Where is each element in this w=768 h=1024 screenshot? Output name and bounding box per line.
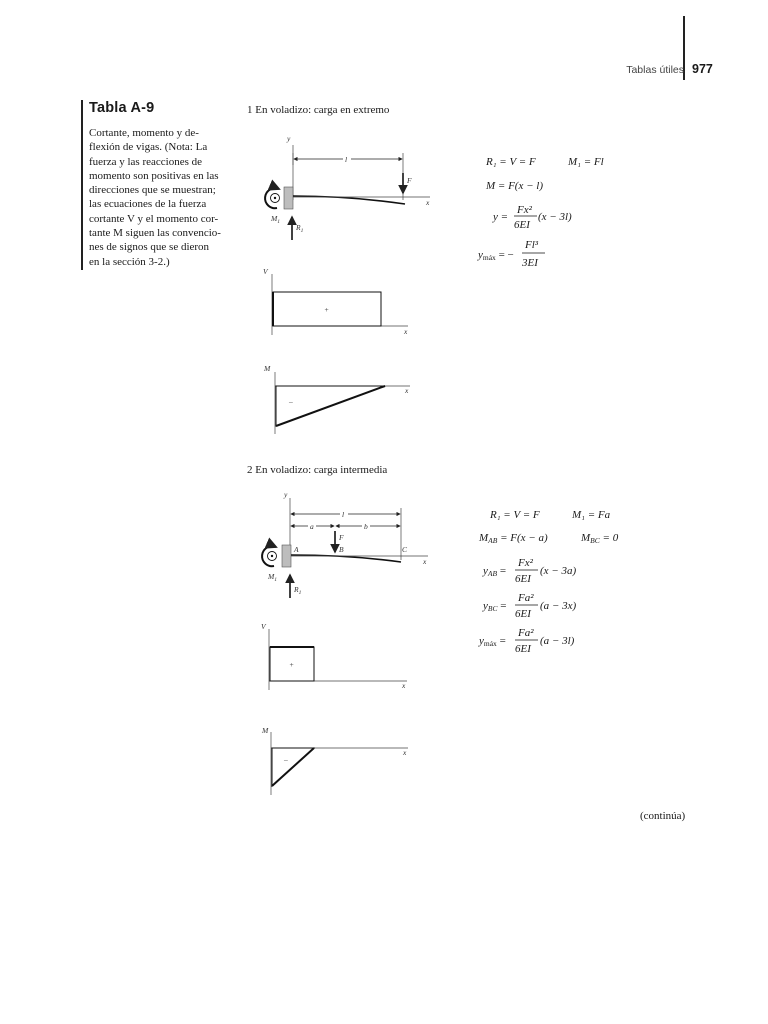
equation-mab: MAB = F(x − a) xyxy=(479,532,548,545)
reaction-label: $R_1$ xyxy=(296,223,304,234)
equation-r1: R₁ = V = F xyxy=(486,156,536,168)
shear-diagram-2 xyxy=(261,622,407,690)
beam-diagram-2 xyxy=(262,490,428,598)
section-2-title: 2 En voladizo: carga intermedia xyxy=(247,464,388,476)
equation-y-den: 6EI xyxy=(514,219,530,231)
minus-sign: – xyxy=(284,755,288,764)
caption-line: en la sección 3-2.) xyxy=(89,255,170,268)
caption-line: direcciones que se muestran; xyxy=(89,184,216,197)
equation-m1: M₁ = Fa xyxy=(572,509,611,521)
force-label: F xyxy=(339,533,344,542)
length-label: l xyxy=(342,510,345,519)
reaction-label: $R_1$ xyxy=(294,585,302,596)
equation-yab-den: 6EI xyxy=(515,573,531,585)
equation-ybc-den: 6EI xyxy=(515,608,531,620)
x-axis-label: x xyxy=(423,557,427,566)
beam-diagram-1 xyxy=(265,134,430,240)
caption-line: momento son positivas en las xyxy=(89,169,219,182)
equation-ymax-lhs: ymáx = xyxy=(479,635,506,648)
equation-yab-lhs: yAB = xyxy=(483,565,507,578)
caption-line: nes de signos que se dieron xyxy=(89,241,210,254)
equation-ymax-den: 3EI xyxy=(522,257,538,269)
equation-ymax-den: 6EI xyxy=(515,643,531,655)
continued-note: (continúa) xyxy=(640,810,686,822)
moment-diagram-1 xyxy=(263,364,410,434)
equation-yab-num: Fx² xyxy=(518,557,533,569)
shear-diagram-1 xyxy=(263,267,408,336)
shear-axis-label: V xyxy=(261,622,266,631)
moment-arrow xyxy=(262,546,276,566)
equation-y-lhs: y = xyxy=(493,211,509,223)
caption-line: flexión de vigas. (Nota: La xyxy=(89,141,208,154)
point-b-label: B xyxy=(339,545,344,554)
plus-sign: + xyxy=(324,305,330,314)
shear-axis-label: V xyxy=(263,267,268,276)
equation-ybc-rest: (a − 3x) xyxy=(540,600,577,612)
section-1-title: 1 En voladizo: carga en extremo xyxy=(247,104,390,116)
equation-ymax-num: Fa² xyxy=(518,627,534,639)
caption-line: cortante V y el momento cor- xyxy=(89,212,219,225)
equation-y-num: Fx² xyxy=(517,204,532,216)
wall-support xyxy=(282,545,291,567)
equation-mbc: MBC = 0 xyxy=(581,532,619,545)
plus-sign: + xyxy=(289,660,295,669)
equation-yab-rest: (x − 3a) xyxy=(540,565,577,577)
force-label: F xyxy=(407,176,412,185)
x-axis-label: x xyxy=(402,681,406,690)
y-axis-label: y xyxy=(287,134,291,143)
caption-line: tante M siguen las convencio- xyxy=(89,227,221,240)
running-head: Tablas útiles xyxy=(626,64,684,76)
wall-support xyxy=(284,187,293,209)
x-axis-label: x xyxy=(426,198,430,207)
point-a-label: A xyxy=(294,545,299,554)
moment-axis-label: M xyxy=(262,726,269,735)
equation-ymax-rest: (a − 3l) xyxy=(540,635,575,647)
minus-sign: – xyxy=(289,397,293,406)
point-c-label: C xyxy=(402,545,408,554)
equation-r1: R₁ = V = F xyxy=(490,509,540,521)
equation-ybc-lhs: yBC = xyxy=(483,600,507,613)
equation-m1: M₁ = Fl xyxy=(568,156,604,168)
caption-line: Cortante, momento y de- xyxy=(89,127,199,139)
b-label: b xyxy=(364,522,368,531)
length-label: l xyxy=(345,155,348,164)
moment-axis-label: M xyxy=(264,364,271,373)
caption-line: las ecuaciones de la fuerza xyxy=(89,198,207,211)
equation-ymax-num: Fl³ xyxy=(525,239,539,251)
equation-y-rest: (x − 3l) xyxy=(538,211,572,223)
equations-2 xyxy=(478,509,619,655)
x-axis-label: x xyxy=(405,386,409,395)
moment-reaction-label: $M_1$ xyxy=(271,214,280,225)
equation-ymax-lhs: ymáx = − xyxy=(478,249,514,262)
x-axis-label: x xyxy=(403,748,407,757)
y-axis-label: y xyxy=(284,490,288,499)
table-title: Tabla A-9 xyxy=(89,100,155,116)
equation-ybc-num: Fa² xyxy=(518,592,534,604)
equation-m: M = F(x − l) xyxy=(486,180,543,192)
page-number: 977 xyxy=(692,62,713,76)
moment-arrow xyxy=(265,188,279,208)
a-label: a xyxy=(310,522,314,531)
equations-1 xyxy=(477,156,604,269)
x-axis-label: x xyxy=(404,327,408,336)
caption-line: fuerza y las reacciones de xyxy=(89,155,202,168)
moment-diagram-2 xyxy=(261,726,408,795)
moment-reaction-label: $M_1$ xyxy=(268,572,277,583)
